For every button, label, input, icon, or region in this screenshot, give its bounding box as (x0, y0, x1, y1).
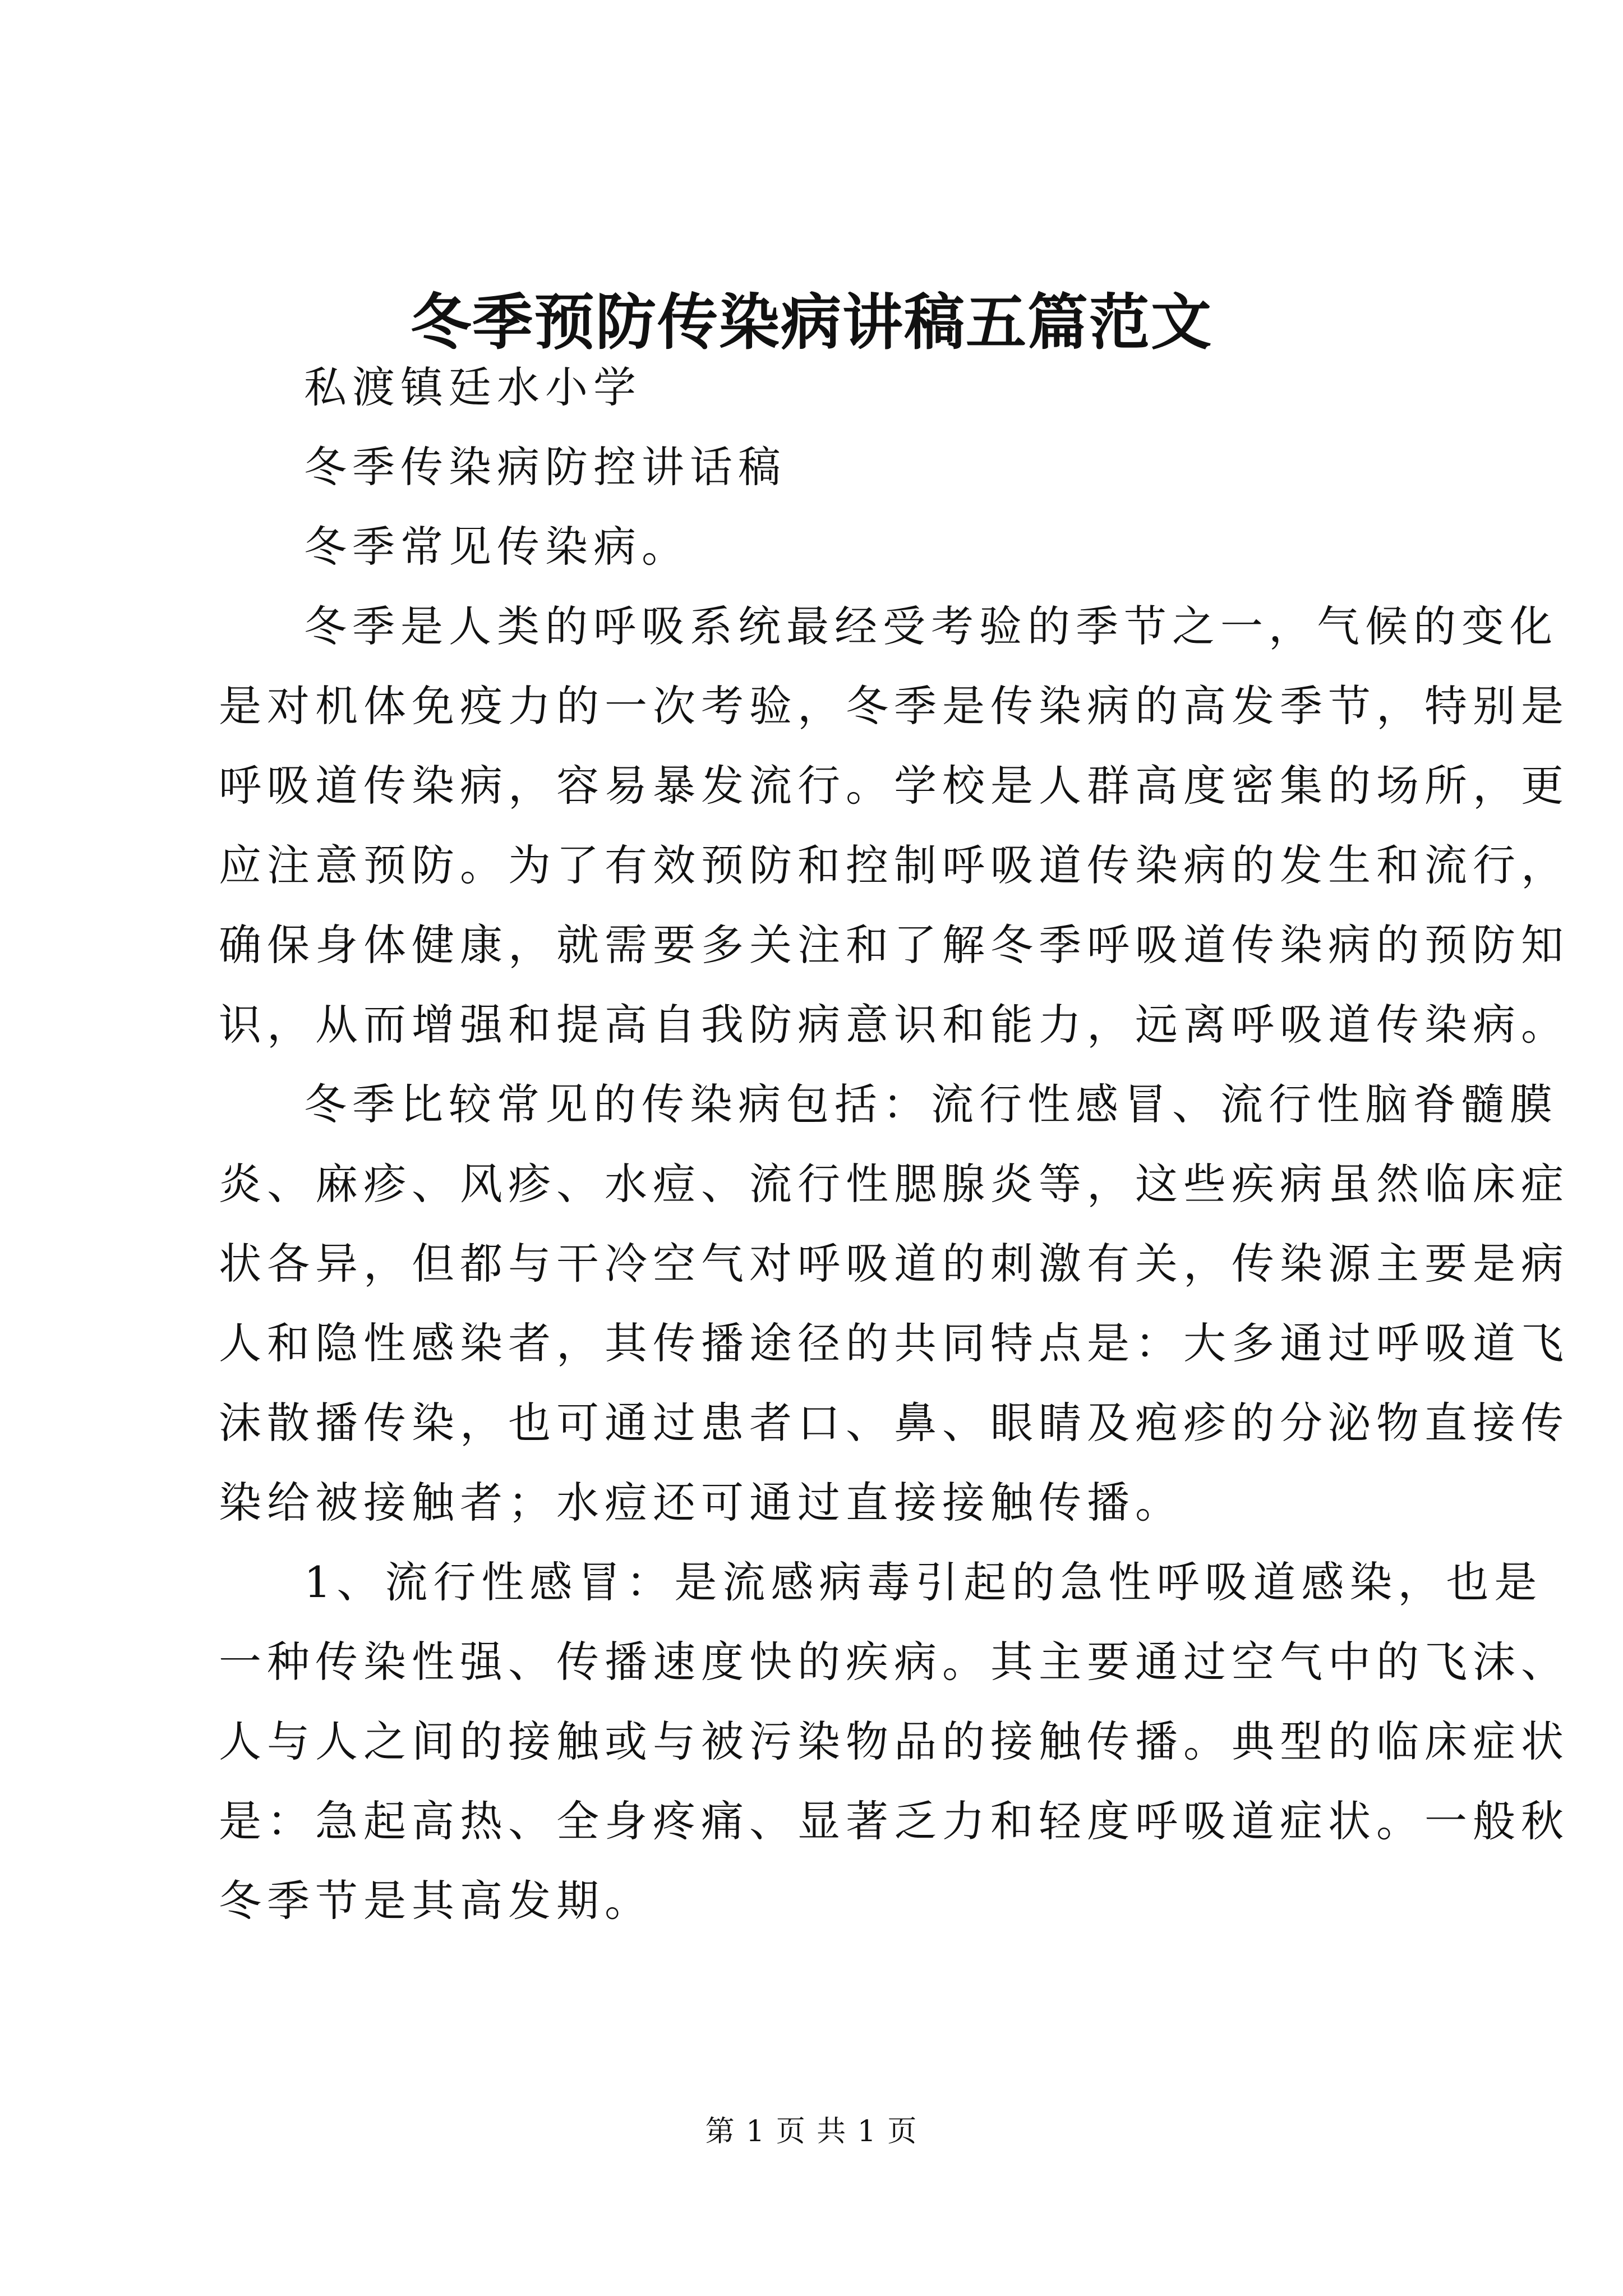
text-line: 人和隐性感染者，其传播途径的共同特点是：大多通过呼吸道飞 (219, 1318, 1569, 1368)
text-line: 冬季比较常见的传染病包括：流行性感冒、流行性脑脊髓膜 (304, 1079, 1558, 1129)
document-body (219, 348, 1569, 1941)
text-line: 冬季传染病防控讲话稿 (304, 442, 786, 492)
text-line: 确保身体健康，就需要多关注和了解冬季呼吸道传染病的预防知 (219, 920, 1569, 970)
text-line: 是：急起高热、全身疼痛、显著乏力和轻度呼吸道症状。一般秋 (219, 1796, 1569, 1846)
text-line: 识，从而增强和提高自我防病意识和能力，远离呼吸道传染病。 (219, 1000, 1569, 1050)
text-line: 冬季常见传染病。 (304, 522, 690, 572)
text-line: 1、流行性感冒：是流感病毒引起的急性呼吸道感染，也是 (304, 1557, 1543, 1607)
text-line: 一种传染性强、传播速度快的疾病。其主要通过空气中的飞沫、 (219, 1637, 1569, 1687)
document-title: 冬季预防传染病讲稿五篇范文 (410, 287, 1212, 358)
text-line: 冬季是人类的呼吸系统最经受考验的季节之一，气候的变化 (304, 601, 1558, 651)
text-line: 人与人之间的接触或与被污染物品的接触传播。典型的临床症状 (219, 1717, 1569, 1766)
text-line: 应注意预防。为了有效预防和控制呼吸道传染病的发生和流行， (219, 840, 1569, 890)
text-line: 状各异，但都与干冷空气对呼吸道的刺激有关，传染源主要是病 (219, 1239, 1569, 1289)
text-line: 炎、麻疹、风疹、水痘、流行性腮腺炎等，这些疾病虽然临床症 (219, 1159, 1569, 1209)
text-line: 冬季节是其高发期。 (219, 1876, 653, 1926)
text-line: 私渡镇廷水小学 (304, 362, 642, 412)
page-number-footer: 第 1 页 共 1 页 (705, 2115, 918, 2148)
text-line: 沫散播传染，也可通过患者口、鼻、眼睛及疱疹的分泌物直接传 (219, 1398, 1569, 1448)
text-line: 染给被接触者；水痘还可通过直接接触传播。 (219, 1478, 1183, 1527)
text-line: 呼吸道传染病，容易暴发流行。学校是人群高度密集的场所，更 (219, 761, 1569, 811)
text-line: 是对机体免疫力的一次考验，冬季是传染病的高发季节，特别是 (219, 681, 1569, 731)
